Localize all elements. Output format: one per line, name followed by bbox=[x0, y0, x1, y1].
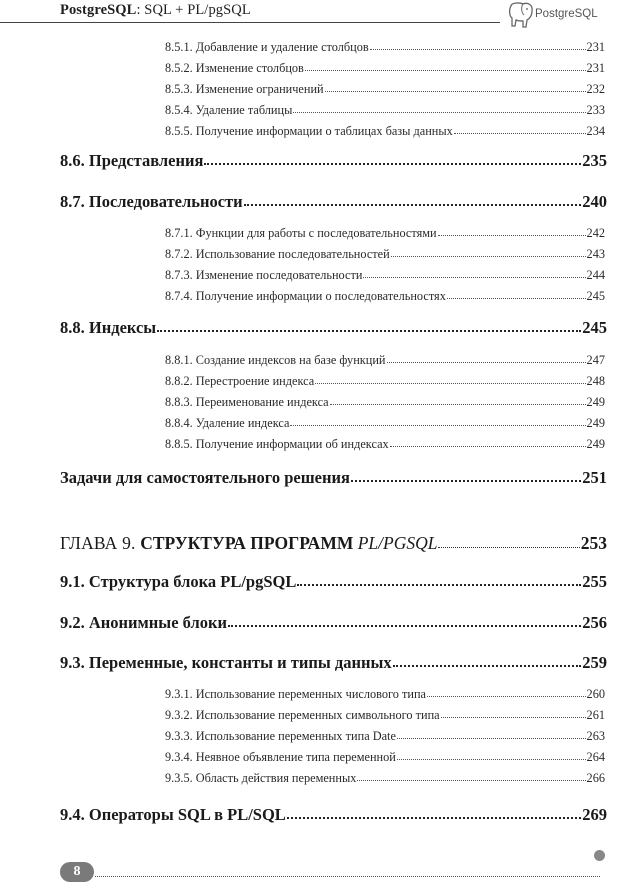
toc-entry-title: 9.3.5. Область действия переменных bbox=[165, 771, 357, 785]
toc-entry-title: 8.7.2. Использование последовательностей bbox=[165, 247, 390, 261]
toc-page-number: 260 bbox=[586, 687, 605, 701]
dot-leader bbox=[454, 133, 586, 134]
toc-page-number: 264 bbox=[586, 750, 605, 764]
toc-page-number: 233 bbox=[586, 103, 605, 117]
toc-page-number: 231 bbox=[586, 61, 605, 75]
toc-entry-title: Задачи для самостоятельного решения bbox=[60, 468, 350, 487]
chapter-title-italic: PL/PGSQL bbox=[357, 533, 438, 553]
logo-text: PostgreSQL bbox=[535, 8, 598, 20]
dot-leader bbox=[244, 204, 582, 206]
toc-page-number: 263 bbox=[586, 729, 605, 743]
toc-page-number: 234 bbox=[586, 124, 605, 138]
toc-entry-title: 9.4. Операторы SQL в PL/SQL bbox=[60, 805, 286, 824]
dot-leader bbox=[438, 235, 586, 236]
toc-entry-title: 9.3.3. Использование переменных типа Date bbox=[165, 729, 396, 743]
dot-leader bbox=[204, 163, 581, 165]
toc-subentry[interactable] bbox=[165, 40, 605, 56]
toc-page-number: 253 bbox=[580, 533, 607, 553]
toc-page-number: 248 bbox=[586, 374, 605, 388]
dot-leader bbox=[397, 759, 586, 760]
running-title-rest: : SQL + PL/pgSQL bbox=[136, 2, 251, 18]
toc-entry-title: 9.3.2. Использование переменных символьного типа bbox=[165, 708, 440, 722]
dot-leader bbox=[387, 362, 586, 363]
toc-entry-title: 9.2. Анонимные блоки bbox=[60, 613, 227, 632]
dot-leader bbox=[315, 383, 585, 384]
toc-page-number: 235 bbox=[582, 151, 607, 170]
toc-page-number: 256 bbox=[582, 613, 607, 632]
dot-leader bbox=[391, 256, 586, 257]
toc-subentry[interactable] bbox=[165, 750, 605, 766]
toc-entry-title: 8.8.2. Перестроение индекса bbox=[165, 374, 315, 388]
running-title-bold: PostgreSQL bbox=[60, 2, 137, 18]
dot-leader bbox=[393, 665, 582, 667]
toc-page-number: 255 bbox=[582, 572, 607, 591]
toc-entry-title: 9.1. Структура блока PL/pgSQL bbox=[60, 572, 297, 591]
toc-subentry[interactable] bbox=[165, 687, 605, 703]
toc-entry-title: 8.8.1. Создание индексов на базе функций bbox=[165, 353, 386, 367]
toc-subentry[interactable] bbox=[165, 268, 605, 284]
toc-subentry[interactable] bbox=[165, 374, 605, 390]
dot-leader bbox=[351, 480, 581, 482]
toc-entry-title: 8.5.1. Добавление и удаление столбцов bbox=[165, 40, 369, 54]
toc-subentry[interactable] bbox=[165, 395, 605, 411]
dot-leader bbox=[297, 584, 581, 586]
dot-leader bbox=[441, 717, 586, 718]
toc-page-number: 232 bbox=[586, 82, 605, 96]
toc-section[interactable] bbox=[60, 192, 607, 212]
page-number-badge: 8 bbox=[60, 862, 94, 882]
toc-page-number: 261 bbox=[586, 708, 605, 722]
footer-rule bbox=[95, 876, 600, 877]
toc-entry-title bbox=[60, 533, 437, 554]
toc-entry-title: 8.8. Индексы bbox=[60, 318, 157, 337]
toc-entry-title: 8.5.3. Изменение ограничений bbox=[165, 82, 324, 96]
dot-leader bbox=[357, 780, 585, 781]
toc-page-number: 245 bbox=[582, 318, 607, 337]
toc-entry-title: 8.5.2. Изменение столбцов bbox=[165, 61, 304, 75]
dot-leader bbox=[305, 70, 586, 71]
toc-page-number: 249 bbox=[586, 437, 605, 451]
toc-entry-title: 8.7. Последовательности bbox=[60, 192, 243, 211]
dot-leader bbox=[228, 625, 581, 627]
toc-page-number: 247 bbox=[586, 353, 605, 367]
toc-section[interactable] bbox=[60, 805, 607, 825]
toc-subentry[interactable] bbox=[165, 61, 605, 77]
dot-leader bbox=[325, 91, 586, 92]
toc-subentry[interactable] bbox=[165, 247, 605, 263]
toc-section[interactable] bbox=[60, 572, 607, 592]
toc-subentry[interactable] bbox=[165, 289, 605, 305]
dot-leader bbox=[438, 547, 579, 548]
dot-leader bbox=[363, 277, 585, 278]
toc-subentry[interactable] bbox=[165, 729, 605, 745]
toc-entry-title: 8.5.4. Удаление таблицы bbox=[165, 103, 293, 117]
toc-entry-title: 9.3.1. Использование переменных числового типа bbox=[165, 687, 426, 701]
toc-section[interactable] bbox=[60, 318, 607, 338]
toc-subentry[interactable] bbox=[165, 771, 605, 787]
toc-entry-title: 9.3. Переменные, константы и типы данных bbox=[60, 653, 392, 672]
dot-leader bbox=[390, 446, 586, 447]
toc-page-number: 245 bbox=[586, 289, 605, 303]
toc-section[interactable] bbox=[60, 468, 607, 488]
toc-entry-title: 8.8.3. Переименование индекса bbox=[165, 395, 329, 409]
toc-page-number: 266 bbox=[586, 771, 605, 785]
dot-leader bbox=[427, 696, 586, 697]
toc-page-number: 242 bbox=[586, 226, 605, 240]
toc-subentry[interactable] bbox=[165, 437, 605, 453]
toc-page-number: 269 bbox=[582, 805, 607, 824]
toc-entry-title: 8.6. Представления bbox=[60, 151, 204, 170]
toc-page-number: 249 bbox=[586, 416, 605, 430]
dot-leader bbox=[370, 49, 586, 50]
dot-leader bbox=[330, 404, 586, 405]
toc-page-number: 244 bbox=[586, 268, 605, 282]
dot-leader bbox=[157, 330, 581, 332]
chapter-prefix: ГЛАВА 9. bbox=[60, 533, 141, 553]
dot-leader bbox=[287, 817, 581, 819]
toc-subentry[interactable] bbox=[165, 124, 605, 140]
toc-subentry[interactable] bbox=[165, 416, 605, 432]
toc-page-number: 231 bbox=[586, 40, 605, 54]
toc-section[interactable] bbox=[60, 151, 607, 171]
toc-section[interactable] bbox=[60, 653, 607, 673]
toc-subentry[interactable] bbox=[165, 708, 605, 724]
toc-entry-title: 8.7.3. Изменение последовательности bbox=[165, 268, 363, 282]
toc-entry-title: 9.3.4. Неявное объявление типа переменной bbox=[165, 750, 396, 764]
toc-entry-title: 8.8.4. Удаление индекса bbox=[165, 416, 290, 430]
toc-section[interactable] bbox=[60, 613, 607, 633]
toc-entry-title: 8.7.1. Функции для работы с последовательностями bbox=[165, 226, 437, 240]
footer-end-dot bbox=[594, 850, 605, 861]
chapter-title: СТРУКТУРА ПРОГРАММ bbox=[140, 533, 358, 553]
dot-leader bbox=[293, 112, 585, 113]
toc-page-number: 243 bbox=[586, 247, 605, 261]
toc-page-number: 251 bbox=[582, 468, 607, 487]
dot-leader bbox=[397, 738, 586, 739]
dot-leader bbox=[290, 425, 585, 426]
toc-page-number: 249 bbox=[586, 395, 605, 409]
dot-leader bbox=[447, 298, 586, 299]
toc-subentry[interactable] bbox=[165, 103, 605, 119]
toc-page-number: 259 bbox=[582, 653, 607, 672]
toc-subentry[interactable] bbox=[165, 353, 605, 369]
toc-entry-title: 8.7.4. Получение информации о последовательностях bbox=[165, 289, 446, 303]
toc-entry-title: 8.5.5. Получение информации о таблицах базы данных bbox=[165, 124, 453, 138]
toc-chapter[interactable] bbox=[60, 533, 607, 555]
toc-entry-title: 8.8.5. Получение информации об индексах bbox=[165, 437, 389, 451]
toc-page-number: 240 bbox=[582, 192, 607, 211]
toc-subentry[interactable] bbox=[165, 82, 605, 98]
toc-subentry[interactable] bbox=[165, 226, 605, 242]
